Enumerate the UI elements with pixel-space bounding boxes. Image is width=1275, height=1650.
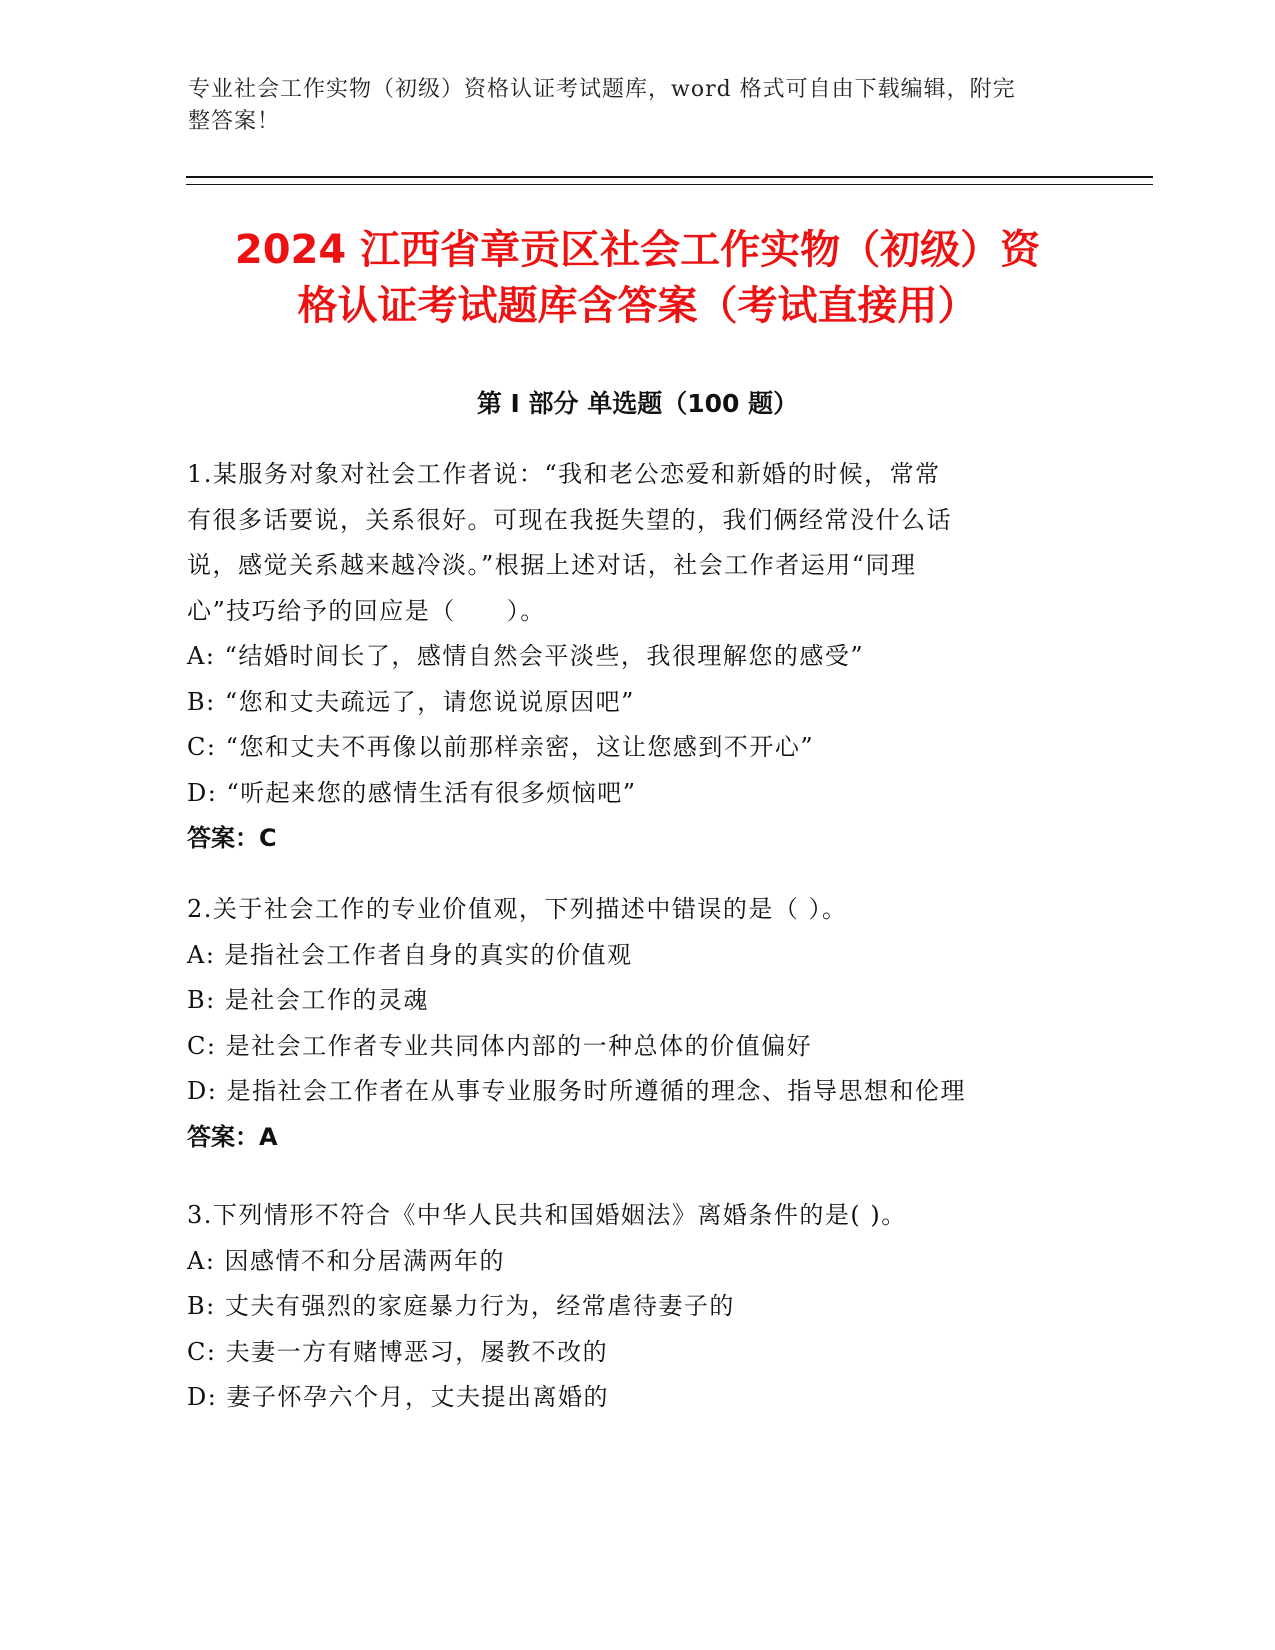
option-d: D: 是指社会工作者在从事专业服务时所遵循的理念、指导思想和伦理	[187, 1077, 966, 1105]
option-a: A: “结婚时间长了，感情自然会平淡些，我很理解您的感受”	[187, 642, 865, 670]
question-3	[187, 1193, 1087, 1421]
option-a: A: 是指社会工作者自身的真实的价值观	[187, 940, 633, 969]
question-stem-line: 3.下列情形不符合《中华人民共和国婚姻法》离婚条件的是( )。	[187, 1201, 907, 1229]
option-b: B: “您和丈夫疏远了，请您说说原因吧”	[187, 687, 635, 716]
option-c: C: 夫妻一方有赌博恶习，屡教不改的	[187, 1337, 609, 1366]
document-title-line-1: 2024 江西省章贡区社会工作实物（初级）资	[234, 227, 1041, 273]
header-note-line-1: 专业社会工作实物（初级）资格认证考试题库，word 格式可自由下载编辑，附完	[188, 77, 1016, 102]
question-2	[187, 887, 1087, 1160]
option-b: B: 是社会工作的灵魂	[187, 986, 429, 1014]
header-note	[188, 74, 1068, 138]
question-stem-line: 1.某服务对象对社会工作者说：“我和老公恋爱和新婚的时候，常常	[187, 460, 941, 488]
option-d: D: 妻子怀孕六个月，丈夫提出离婚的	[187, 1383, 609, 1411]
header-note-line-2: 整答案！	[188, 109, 281, 134]
answer-label: 答案：C	[187, 824, 277, 852]
document-title	[120, 222, 1155, 334]
question-1	[187, 452, 1087, 862]
option-d: D: “听起来您的感情生活有很多烦恼吧”	[187, 778, 637, 807]
question-stem-line: 2.关于社会工作的专业价值观，下列描述中错误的是（ ）。	[187, 895, 848, 923]
document-title-line-2: 格认证考试题库含答案（考试直接用）	[297, 283, 978, 329]
question-stem-line: 心”技巧给予的回应是（ ）。	[187, 596, 546, 625]
option-b: B: 丈夫有强烈的家庭暴力行为，经常虐待妻子的	[187, 1292, 735, 1320]
header-divider	[186, 176, 1153, 185]
question-stem-line: 有很多话要说，关系很好。可现在我挺失望的，我们俩经常没什么话	[187, 505, 952, 534]
question-stem-line: 说，感觉关系越来越冷淡。”根据上述对话，社会工作者运用“同理	[187, 551, 917, 579]
answer-label: 答案：A	[187, 1122, 278, 1151]
option-c: C: 是社会工作者专业共同体内部的一种总体的价值偏好	[187, 1031, 813, 1060]
option-a: A: 因感情不和分居满两年的	[187, 1246, 506, 1275]
section-heading: 第 I 部分 单选题（100 题）	[476, 389, 799, 418]
option-c: C: “您和丈夫不再像以前那样亲密，这让您感到不开心”	[187, 733, 815, 761]
